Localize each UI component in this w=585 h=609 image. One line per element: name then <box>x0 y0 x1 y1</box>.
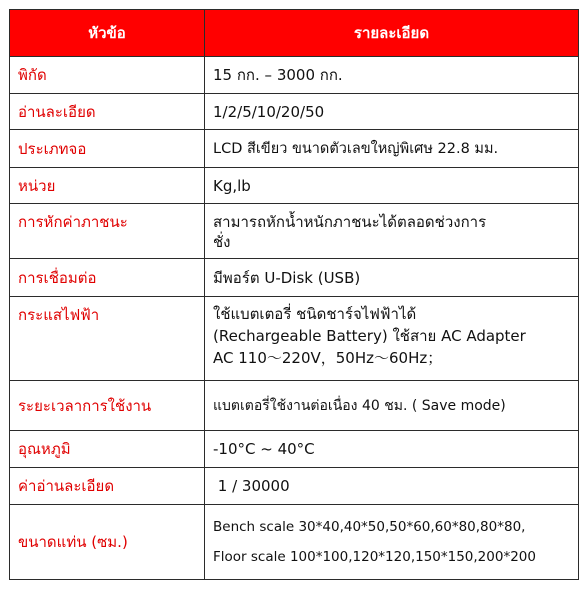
row-key: การหักค่าภาชนะ <box>10 204 205 259</box>
table-row <box>10 204 579 259</box>
row-key: ประเภทจอ <box>10 130 205 168</box>
table-row <box>10 168 579 204</box>
spec-table <box>9 9 579 580</box>
table-row <box>10 505 579 580</box>
row-value: LCD สีเขียว ขนาดตัวเลขใหญ่พิเศษ 22.8 มม. <box>205 130 579 168</box>
row-value: 15 กก. – 3000 กก. <box>205 57 579 94</box>
table-row <box>10 259 579 297</box>
row-key: อุณหภูมิ <box>10 431 205 468</box>
row-value: มีพอร์ต U-Disk (USB) <box>205 259 579 297</box>
row-value: สามารถหักน้ำหนักภาชนะได้ตลอดช่วงการ ชั่ง <box>205 204 579 259</box>
row-key: อ่านละเอียด <box>10 94 205 130</box>
row-key: ระยะเวลาการใช้งาน <box>10 381 205 431</box>
row-value: ใช้แบตเตอรี่ ชนิดชาร์จไฟฟ้าได้ (Rechargeable Battery) ใช้สาย AC Adapter AC 110～220V，50Hz～60Hz； <box>205 297 579 381</box>
table-row <box>10 468 579 505</box>
header-topic: หัวข้อ <box>10 10 205 57</box>
table-row <box>10 94 579 130</box>
row-key: หน่วย <box>10 168 205 204</box>
row-key: กระแสไฟฟ้า <box>10 297 205 381</box>
row-key: พิกัด <box>10 57 205 94</box>
row-key: การเชื่อมต่อ <box>10 259 205 297</box>
row-key: ขนาดแท่น (ซม.) <box>10 505 205 580</box>
table-row <box>10 431 579 468</box>
row-value: 1/2/5/10/20/50 <box>205 94 579 130</box>
row-value: แบตเตอรี่ใช้งานต่อเนื่อง 40 ชม. ( Save mode) <box>205 381 579 431</box>
row-value: 1 / 30000 <box>205 468 579 505</box>
row-value: -10°C ~ 40°C <box>205 431 579 468</box>
table-row <box>10 297 579 381</box>
header-detail: รายละเอียด <box>205 10 579 57</box>
table-row <box>10 130 579 168</box>
row-value: Bench scale 30*40,40*50,50*60,60*80,80*80, Floor scale 100*100,120*120,150*150,200*200 <box>205 505 579 580</box>
table-row <box>10 57 579 94</box>
header-row <box>10 10 579 57</box>
row-key: ค่าอ่านละเอียด <box>10 468 205 505</box>
row-value: Kg,lb <box>205 168 579 204</box>
table-row <box>10 381 579 431</box>
